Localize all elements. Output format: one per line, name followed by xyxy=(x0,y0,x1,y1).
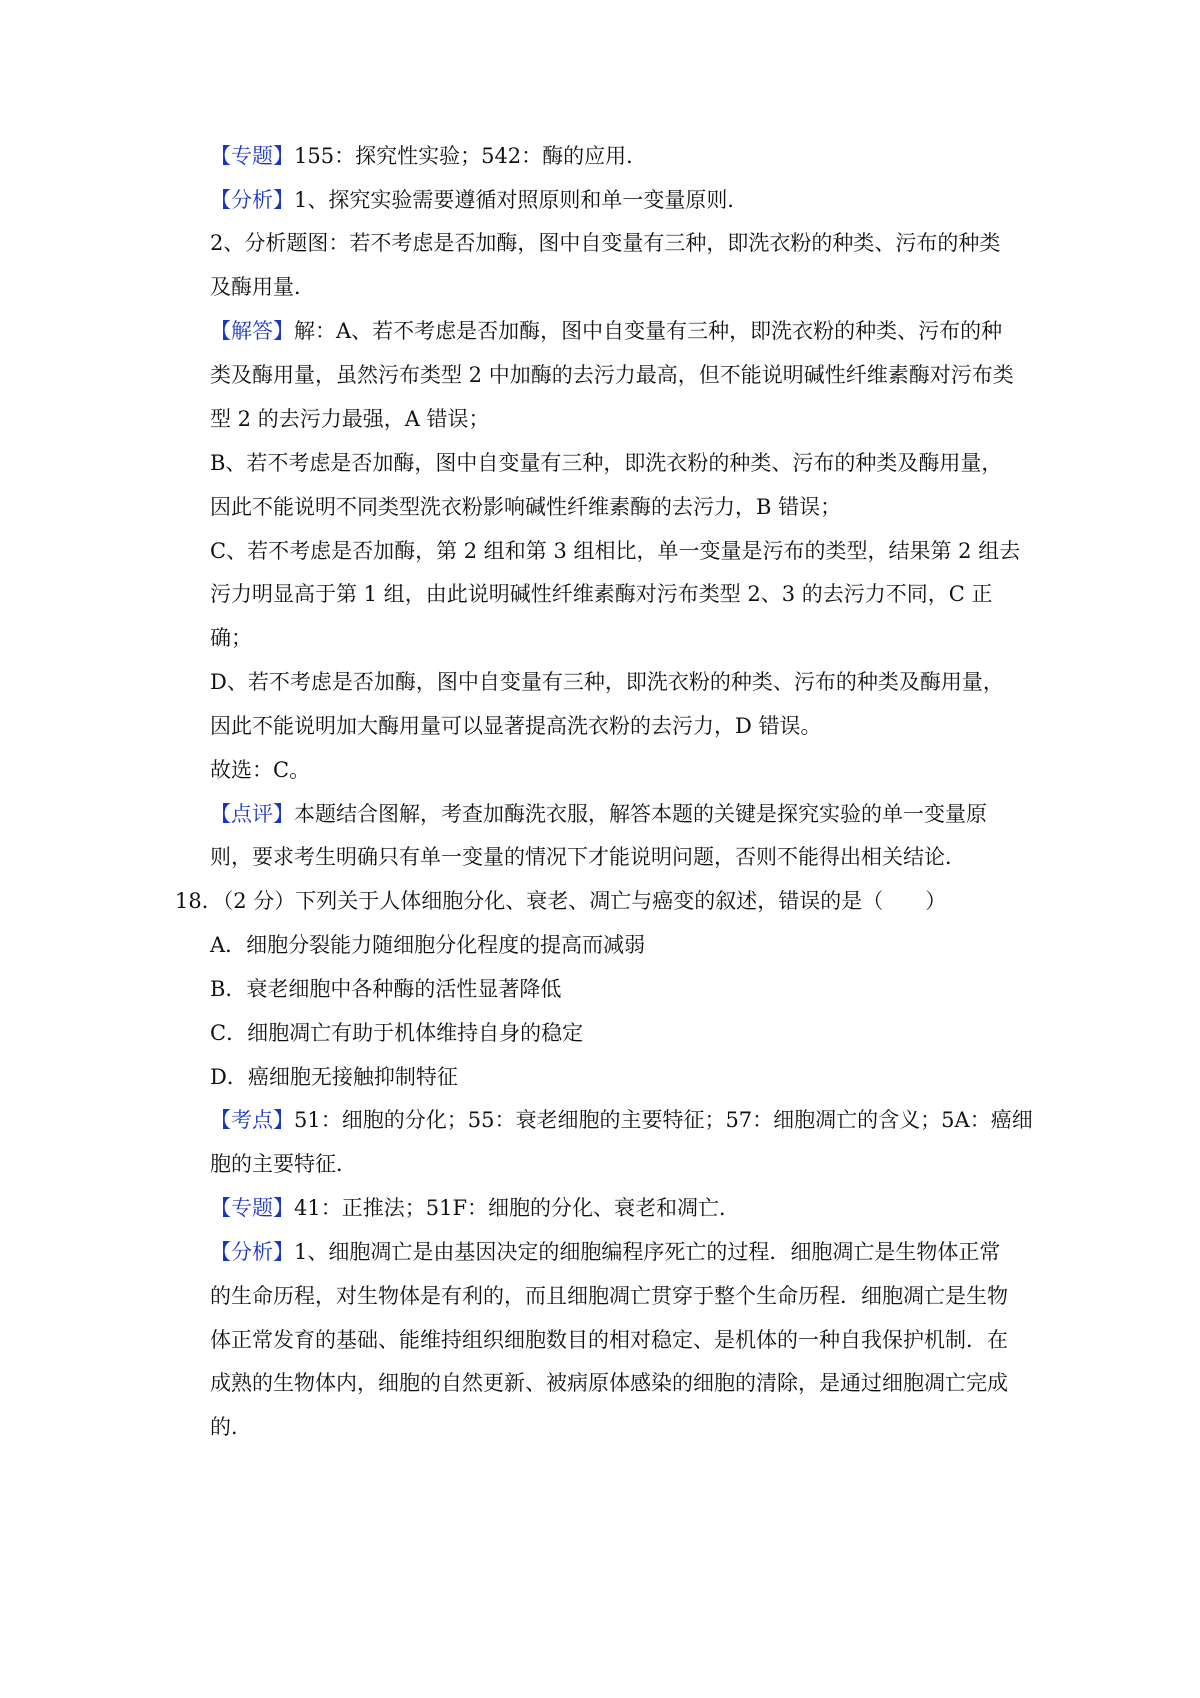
q18-fenxi-2: 的生命历程，对生物体是有利的，而且细胞凋亡贯穿于整个生命历程．细胞凋亡是生物 xyxy=(210,1284,1008,1308)
q17-option-d-2: 因此不能说明加大酶用量可以显著提高洗衣粉的去污力，D 错误。 xyxy=(210,714,822,738)
q18-option-d: D．癌细胞无接触抑制特征 xyxy=(210,1065,458,1089)
zhuanti-tag: 【专题】 xyxy=(210,1196,294,1220)
q17-dianping-line xyxy=(210,800,987,828)
jieda-text: 解：A、若不考虑是否加酶，图中自变量有三种，即洗衣粉的种类、污布的种 xyxy=(294,319,1003,343)
q18-zhuanti-line xyxy=(210,1194,740,1222)
q18-fenxi-3: 体正常发育的基础、能维持组织细胞数目的相对稳定、是机体的一种自我保护机制．在 xyxy=(210,1328,1008,1352)
q17-option-d-1: D、若不考虑是否加酶，图中自变量有三种，即洗衣粉的种类、污布的种类及酶用量， xyxy=(210,670,1004,694)
q17-option-c-1: C、若不考虑是否加酶，第 2 组和第 3 组相比，单一变量是污布的类型，结果第 2 组去 xyxy=(210,539,1021,563)
q18-stem: 18．（2 分）下列关于人体细胞分化、衰老、凋亡与癌变的叙述，错误的是（ ） xyxy=(175,889,947,913)
q18-fenxi-4: 成熟的生物体内，细胞的自然更新、被病原体感染的细胞的清除，是通过细胞凋亡完成 xyxy=(210,1371,1008,1395)
fenxi-text: 1、探究实验需要遵循对照原则和单一变量原则． xyxy=(294,188,749,212)
q18-option-b: B．衰老细胞中各种酶的活性显著降低 xyxy=(210,977,562,1001)
q17-option-b-1: B、若不考虑是否加酶，图中自变量有三种，即洗衣粉的种类、污布的种类及酶用量， xyxy=(210,451,1003,475)
q17-answer: 故选：C。 xyxy=(210,758,311,782)
kaodian-tag: 【考点】 xyxy=(210,1108,294,1132)
q17-dianping-2: 则，要求考生明确只有单一变量的情况下才能说明问题，否则不能得出相关结论． xyxy=(210,845,966,869)
q17-option-b-2: 因此不能说明不同类型洗衣粉影响碱性纤维素酶的去污力，B 错误； xyxy=(210,495,842,519)
q18-kaodian-2: 胞的主要特征． xyxy=(210,1152,357,1176)
fenxi-tag: 【分析】 xyxy=(210,188,294,212)
kaodian-text: 51：细胞的分化；55：衰老细胞的主要特征；57：细胞凋亡的含义；5A：癌细 xyxy=(294,1108,1033,1132)
zhuanti-tag: 【专题】 xyxy=(210,144,294,168)
q18-fenxi-5: 的． xyxy=(210,1415,252,1439)
q18-option-c: C．细胞凋亡有助于机体维持自身的稳定 xyxy=(210,1021,584,1045)
q17-option-c-2: 污力明显高于第 1 组，由此说明碱性纤维素酶对污布类型 2、3 的去污力不同，C 正 xyxy=(210,582,993,606)
q17-fenxi-2b: 及酶用量． xyxy=(210,275,315,299)
q18-fenxi-line xyxy=(210,1238,1000,1266)
zhuanti-text: 41：正推法；51F：细胞的分化、衰老和凋亡． xyxy=(294,1196,741,1220)
q17-option-c-3: 确； xyxy=(210,626,252,650)
dianping-text: 本题结合图解，考查加酶洗衣服，解答本题的关键是探究实验的单一变量原 xyxy=(294,802,987,826)
q17-fenxi-line xyxy=(210,186,748,214)
q17-jieda-a2: 类及酶用量，虽然污布类型 2 中加酶的去污力最高，但不能说明碱性纤维素酶对污布类 xyxy=(210,363,1014,387)
zhuanti-text: 155：探究性实验；542：酶的应用． xyxy=(294,144,648,168)
q17-fenxi-2a: 2、分析题图：若不考虑是否加酶，图中自变量有三种，即洗衣粉的种类、污布的种类 xyxy=(210,231,1001,255)
dianping-tag: 【点评】 xyxy=(210,802,294,826)
q17-zhuanti-line xyxy=(210,142,647,170)
q17-jieda-a3: 型 2 的去污力最强，A 错误； xyxy=(210,407,490,431)
q17-jieda-line xyxy=(210,317,1002,345)
q18-option-a: A．细胞分裂能力随细胞分化程度的提高而减弱 xyxy=(210,933,646,957)
fenxi-text: 1、细胞凋亡是由基因决定的细胞编程序死亡的过程．细胞凋亡是生物体正常 xyxy=(294,1240,1001,1264)
q18-kaodian-line xyxy=(210,1106,1033,1134)
jieda-tag: 【解答】 xyxy=(210,319,294,343)
fenxi-tag: 【分析】 xyxy=(210,1240,294,1264)
